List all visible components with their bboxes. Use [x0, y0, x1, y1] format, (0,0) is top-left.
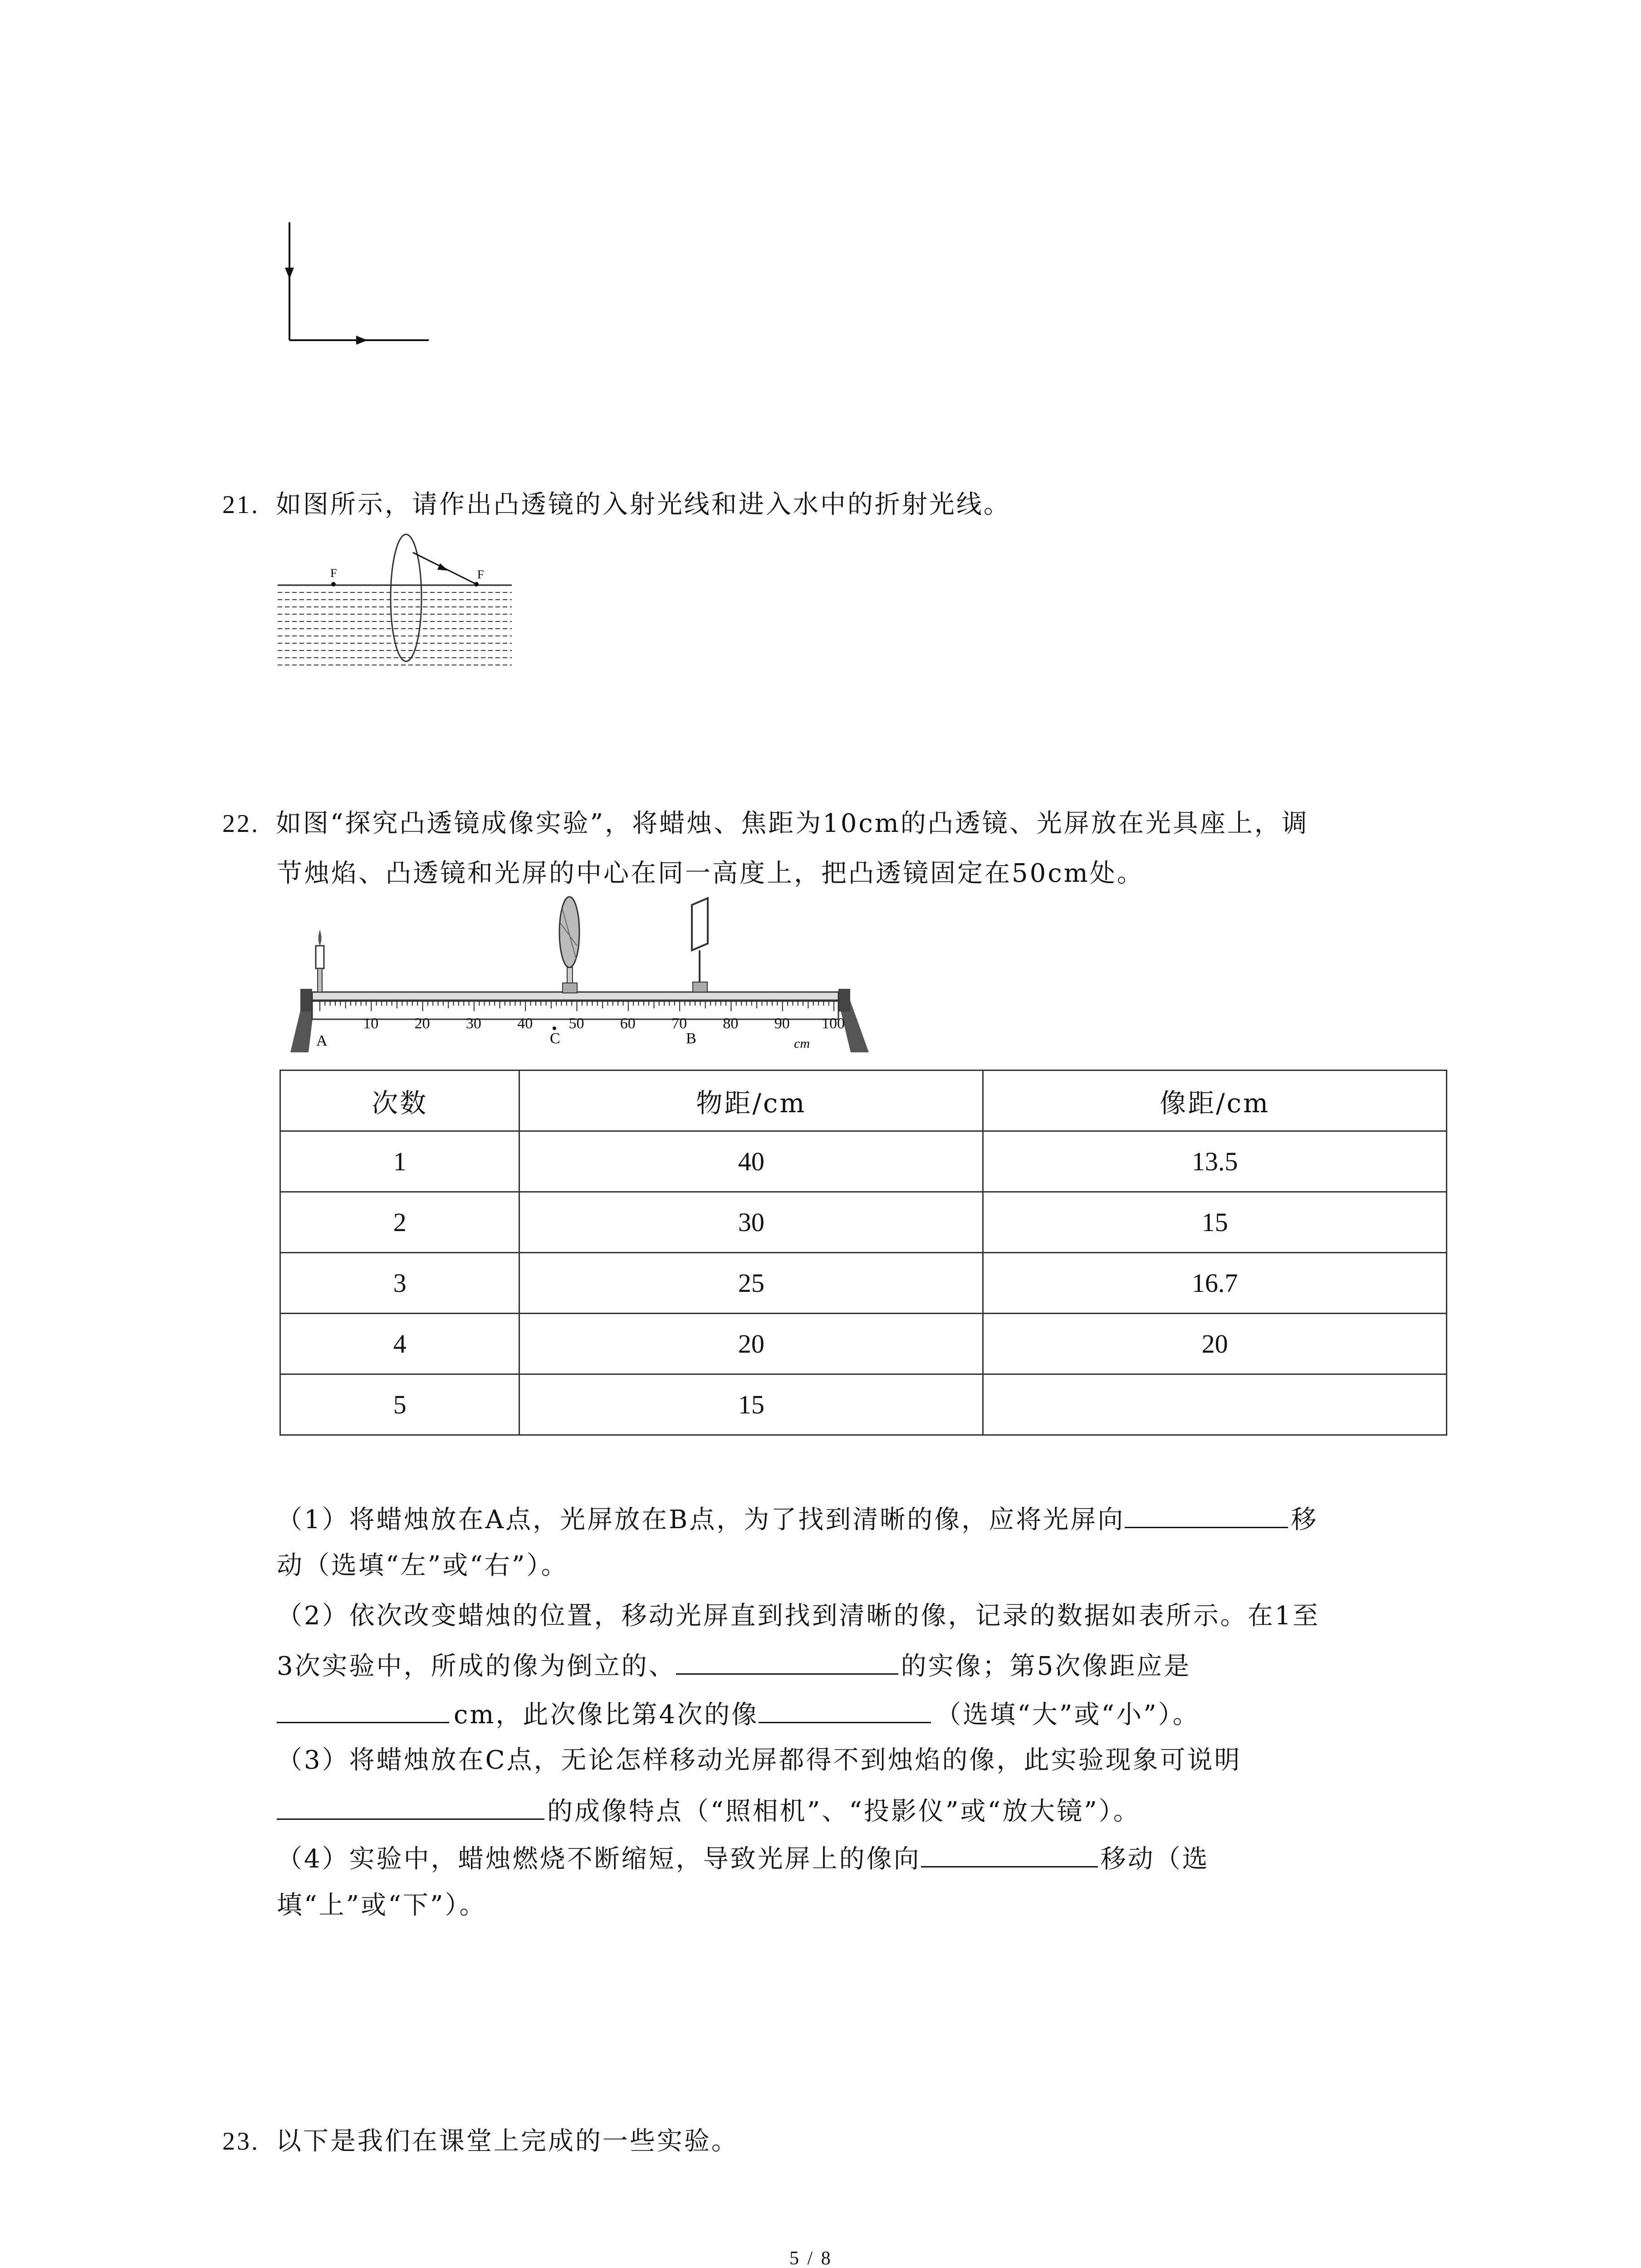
- table-cell: 16.7: [983, 1253, 1447, 1314]
- table-cell: 15: [519, 1374, 983, 1435]
- sub-question-2-line1: （2）依次改变蜡烛的位置，移动光屏直到找到清晰的像，记录的数据如表所示。在1至: [277, 1601, 1320, 1631]
- question-text: 如图“探究凸透镜成像实验”，将蜡烛、焦距为10cm的凸透镜、光屏放在光具座上，调: [275, 809, 1309, 838]
- table-row: [280, 1253, 1447, 1314]
- sub-question-1-line2: 动（选填“左”或“右”）。: [277, 1551, 568, 1580]
- question-number: 22.: [222, 810, 260, 838]
- sub-question-3-line1: （3）将蜡烛放在C点，无论怎样移动光屏都得不到烛焰的像，此实验现象可说明: [277, 1745, 1242, 1775]
- question-number: 23.: [222, 2127, 260, 2156]
- question-23: [222, 2125, 739, 2158]
- header-cell: 像距/cm: [983, 1070, 1447, 1131]
- table-cell: 5: [280, 1374, 519, 1435]
- question-22-line1: [222, 807, 1309, 840]
- question-21: [222, 489, 1011, 521]
- table-cell: 15: [983, 1192, 1447, 1253]
- sub-question-3-line2: 的成像特点（“照相机”、“投影仪”或“放大镜”）。: [277, 1793, 1141, 1828]
- table-cell: 25: [519, 1253, 983, 1314]
- point-b-label: B: [686, 1030, 696, 1047]
- ruler-tick-label: 90: [774, 1015, 790, 1032]
- table-cell: 20: [983, 1314, 1447, 1374]
- answer-blank-5[interactable]: [277, 1793, 544, 1820]
- table-header-row: [280, 1070, 1447, 1131]
- table-cell: 30: [519, 1192, 983, 1253]
- page-number: 5 / 8: [789, 2248, 833, 2268]
- convex-lens: [391, 534, 421, 661]
- sub-question-2-line2: 3次实验中，所成的像为倒立的、 的实像；第5次像距应是: [277, 1648, 1191, 1683]
- question-number: 21.: [222, 491, 260, 519]
- focus-label-left: F: [330, 567, 337, 580]
- sub-question-4-line2: 填“上”或“下”）。: [277, 1891, 487, 1920]
- table-cell: [983, 1374, 1447, 1435]
- question-22-line2: 节烛焰、凸透镜和光屏的中心在同一高度上，把凸透镜固定在50cm处。: [277, 859, 1144, 888]
- data-table: [279, 1070, 1447, 1436]
- lens-on-stand: [559, 897, 579, 993]
- question-text: 以下是我们在课堂上完成的一些实验。: [275, 2126, 739, 2156]
- lens-water-figure: [277, 531, 513, 671]
- sub-question-1-line1: （1）将蜡烛放在A点，光屏放在B点，为了找到清晰的像，应将光屏向 移: [277, 1501, 1318, 1536]
- table-cell: 20: [519, 1314, 983, 1374]
- header-cell: 物距/cm: [519, 1070, 983, 1131]
- answer-blank-2[interactable]: [676, 1648, 898, 1675]
- ruler-tick-label: 10: [363, 1015, 379, 1032]
- point-c-label: C: [550, 1030, 560, 1047]
- answer-blank-4[interactable]: [759, 1696, 931, 1723]
- focus-label-right: F: [477, 568, 484, 581]
- water-hatching: [278, 592, 512, 665]
- unit-label: cm: [794, 1036, 810, 1051]
- table-row: [280, 1131, 1447, 1192]
- question-text: 如图所示，请作出凸透镜的入射光线和进入水中的折射光线。: [275, 490, 1011, 519]
- table-row: [280, 1314, 1447, 1374]
- ray-diagram-figure: [272, 218, 436, 354]
- answer-blank-6[interactable]: [921, 1841, 1098, 1867]
- table-cell: 40: [519, 1131, 983, 1192]
- table-cell: 2: [280, 1192, 519, 1253]
- ruler-tick-label: 100: [822, 1015, 845, 1032]
- table-cell: 4: [280, 1314, 519, 1374]
- ruler-tick-label: 80: [723, 1015, 739, 1032]
- sub-question-2-line3: cm，此次像比第4次的像 （选填“大”或“小”）。: [277, 1696, 1200, 1731]
- table-cell: 13.5: [983, 1131, 1447, 1192]
- ruler-tick-label: 20: [414, 1015, 430, 1032]
- sub-question-4-line1: （4）实验中，蜡烛燃烧不断缩短，导致光屏上的像向 移动（选: [277, 1841, 1210, 1876]
- table-row: [280, 1192, 1447, 1253]
- table-cell: 3: [280, 1253, 519, 1314]
- point-a-label: A: [316, 1032, 328, 1049]
- optical-bench-figure: [272, 896, 880, 1068]
- ruler-tick-label: 70: [671, 1015, 687, 1032]
- ruler-tick-label: 30: [465, 1015, 481, 1032]
- table-cell: 1: [280, 1131, 519, 1192]
- ruler-tick-label: 60: [620, 1015, 636, 1032]
- ruler-tick-label: 40: [517, 1015, 533, 1032]
- candle: [316, 930, 324, 992]
- light-screen: [692, 898, 708, 992]
- table-row: [280, 1374, 1447, 1435]
- answer-blank-1[interactable]: [1125, 1501, 1288, 1528]
- header-cell: 次数: [280, 1070, 519, 1131]
- ruler-tick-label: 50: [568, 1015, 584, 1032]
- answer-blank-3[interactable]: [277, 1696, 449, 1723]
